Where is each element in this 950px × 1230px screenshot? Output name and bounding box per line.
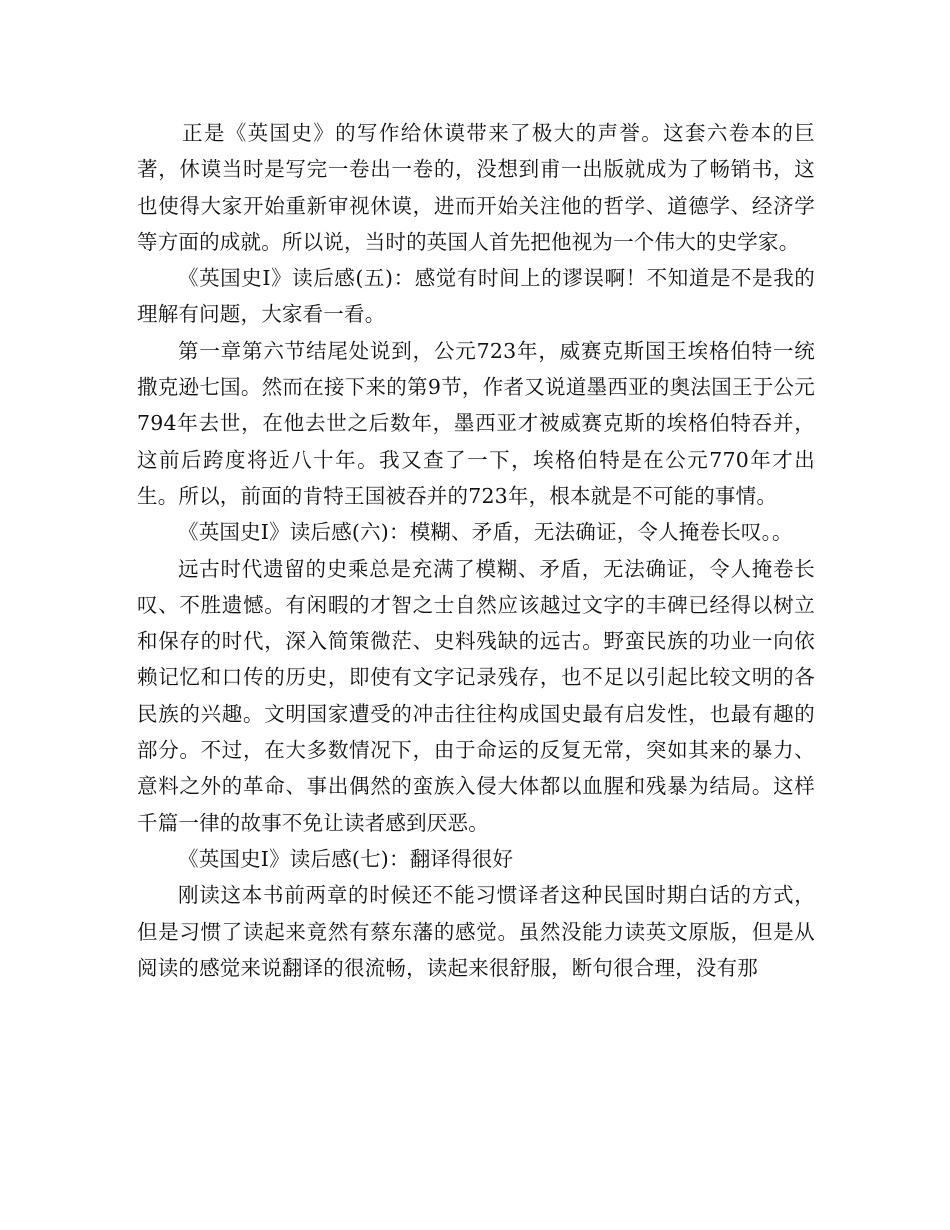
review-heading-six: 《英国史Ⅰ》读后感(六)：模糊、矛盾，无法确证，令人掩卷长叹。。: [178, 520, 793, 545]
paragraph-translation: 刚读这本书前两章的时候还不能习惯译者这种民国时期白话的方式，但是习惯了读起来竟然有蔡东藩的感觉。虽然没能力读英文原版，但是从阅读的感觉来说翻译的很流畅，读起来很舒服，断句很合理，没有那: [137, 883, 815, 980]
paragraph-hume-reputation: 正是《英国史》的写作给休谟带来了极大的声誉。这套六卷本的巨著，休谟当时是写完一卷出一卷的，没想到甫一出版就成为了畅销书，这也使得大家开始重新审视休谟，进而开始关注他的哲学、道德学、经济学等方面的成就。所以说，当时的英国人首先把他视为一个伟大的史学家。: [137, 121, 815, 254]
review-heading-five: 《英国史Ⅰ》读后感(五)：感觉有时间上的谬误啊！不知道是不是我的理解有问题，大家看一看。: [137, 266, 815, 327]
paragraph-ancient-history: 远古时代遗留的史乘总是充满了模糊、矛盾，无法确证，令人掩卷长叹、不胜遗憾。有闲暇的才智之士自然应该越过文字的丰碑已经得以树立和保存的时代，深入简策微茫、史料残缺的远古。野蛮民族的功业一向依赖记忆和口传的历史，即使有文字记录残存，也不足以引起比较文明的各民族的兴趣。文明国家遭受的冲击往往构成国史最有启发性，也最有趣的部分。不过，在大多数情况下，由于命运的反复无常，突如其来的暴力、意料之外的革命、事出偶然的蛮族入侵大体都以血腥和残暴为结局。这样千篇一律的故事不免让读者感到厌恶。: [137, 556, 815, 835]
paragraph-egbert-timeline: 第一章第六节结尾处说到，公元723年，威赛克斯国王埃格伯特一统撒克逊七国。然而在接下来的第9节，作者又说道墨西亚的奥法国王于公元794年去世，在他去世之后数年，墨西亚才被威赛克斯的埃格伯特吞并，这前后跨度将近八十年。我又查了一下，埃格伯特是在公元770年才出生。所以，前面的肯特王国被吞并的723年，根本就是不可能的事情。: [137, 338, 815, 508]
document-body: [137, 115, 815, 986]
review-heading-seven: 《英国史Ⅰ》读后感(七)：翻译得很好: [178, 846, 514, 871]
